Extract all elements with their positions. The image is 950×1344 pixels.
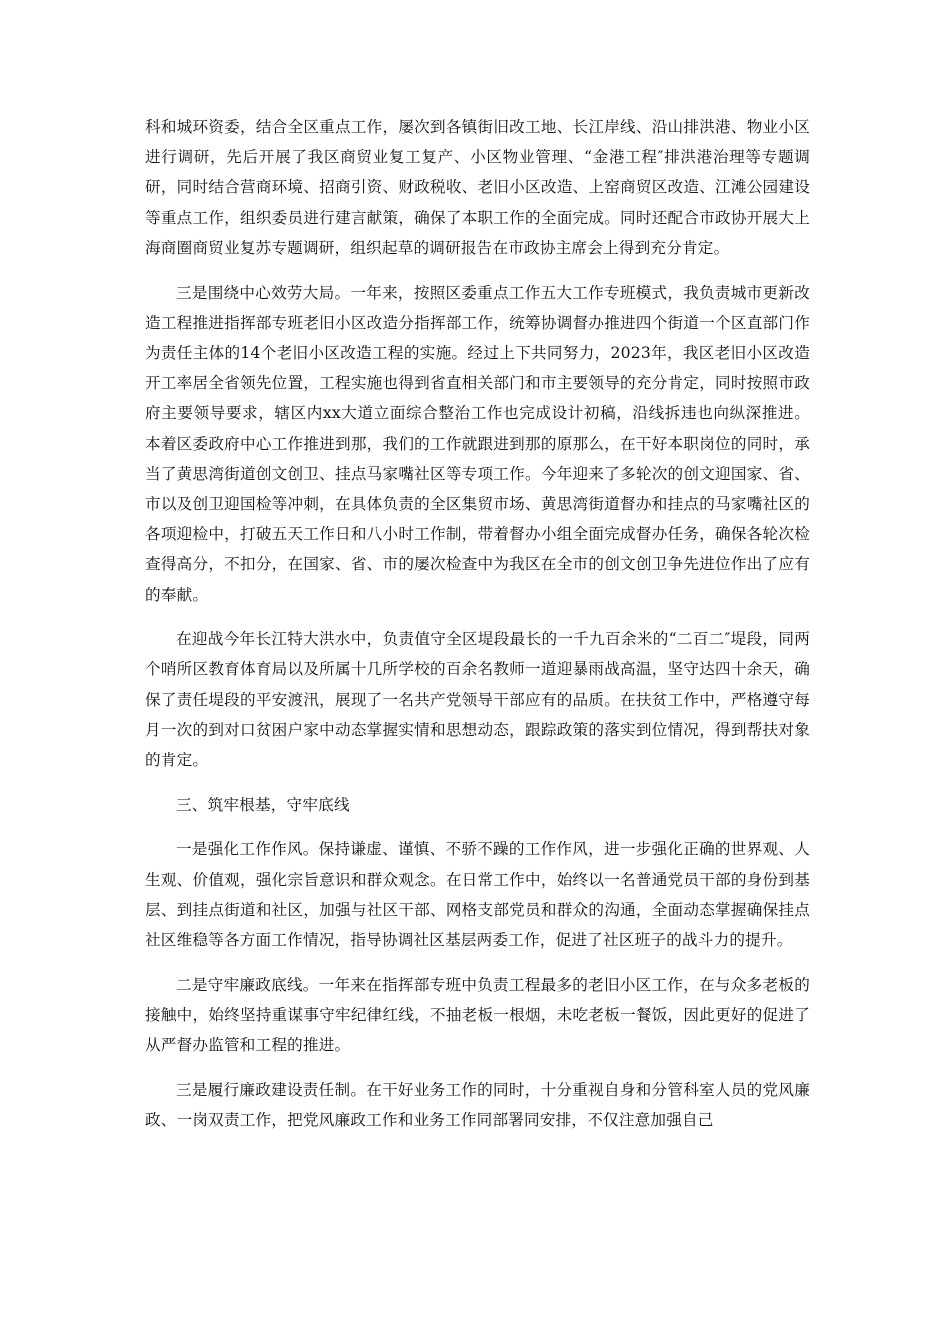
paragraph-serve-central-work: 三是围绕中心效劳大局。一年来，按照区委重点工作五大工作专班模式，我负责城市更新改造工程推进指挥部专班老旧小区改造分指挥部工作，统筹协调督办推进四个街道一个区直部门作为责任主体的14个老旧小区改造工程的实施。经过上下共同努力，2023年，我区老旧小区改造开工率居全省领先位置，工程实施也得到省直相关部门和市主要领导的充分肯定，同时按照市政府主要领导要求，辖区内xx大道立面综合整治工作也完成设计初稿，沿线拆违也向纵深推进。本着区委政府中心工作推进到那，我们的工作就跟进到那的原那么，在干好本职岗位的同时，承当了黄思湾街道创文创卫、挂点马家嘴社区等专项工作。今年迎来了多轮次的创文迎国家、省、市以及创卫迎国检等冲刺，在具体负责的全区集贸市场、黄思湾街道督办和挂点的马家嘴社区的各项迎检中，打破五天工作日和八小时工作制，带着督办小组全面完成督办任务，确保各轮次检查得高分，不扣分，在国家、省、市的屡次检查中为我区在全市的创文创卫争先进位作出了应有的奉献。 — [145, 283, 810, 604]
paragraph-integrity-responsibility: 三是履行廉政建设责任制。在干好业务工作的同时，十分重视自身和分管科室人员的党风廉政、一岗双责工作，把党风廉政工作和业务工作同部署同安排，不仅注意加强自己 — [145, 1080, 810, 1130]
paragraph-work-style: 一是强化工作作风。保持谦虚、谨慎、不骄不躁的工作作风，进一步强化正确的世界观、人生观、价值观，强化宗旨意识和群众观念。在日常工作中，始终以一名普通党员干部的身份到基层、到挂点街道和社区，加强与社区干部、网格支部党员和群众的沟通，全面动态掌握确保挂点社区维稳等各方面工作情况，指导协调社区基层两委工作，促进了社区班子的战斗力的提升。 — [145, 840, 810, 950]
paragraph-integrity-bottom-line: 二是守牢廉政底线。一年来在指挥部专班中负责工程最多的老旧小区工作，在与众多老板的接触中，始终坚持重谋事守牢纪律红线，不抽老板一根烟，未吃老板一餐饭，因此更好的促进了从严督办监管和工程的推进。 — [145, 975, 810, 1055]
paragraph-flood-control: 在迎战今年长江特大洪水中，负责值守全区堤段最长的一千九百余米的“二百二″堤段，同两个哨所区教育体育局以及所属十几所学校的百余名教师一道迎暴雨战高温，坚守达四十余天，确保了责任堤段的平安渡汛，展现了一名共产党领导干部应有的品质。在扶贫工作中，严格遵守每月一次的到对口贫困户家中动态掌握实情和思想动态，跟踪政策的落实到位情况，得到帮扶对象的肯定。 — [145, 630, 810, 770]
paragraph-continuation: 科和城环资委，结合全区重点工作，屡次到各镇街旧改工地、长江岸线、沿山排洪港、物业小区进行调研，先后开展了我区商贸业复工复产、小区物业管理、“金港工程″排洪港治理等专题调研，同时结合营商环境、招商引资、财政税收、老旧小区改造、上窑商贸区改造、江滩公园建设等重点工作，组织委员进行建言献策，确保了本职工作的全面完成。同时还配合市政协开展大上海商圈商贸业复苏专题调研，组织起草的调研报告在市政协主席会上得到充分肯定。 — [145, 118, 810, 257]
section-heading-three: 三、筑牢根基，守牢底线 — [176, 795, 350, 814]
document-body — [145, 112, 810, 1150]
